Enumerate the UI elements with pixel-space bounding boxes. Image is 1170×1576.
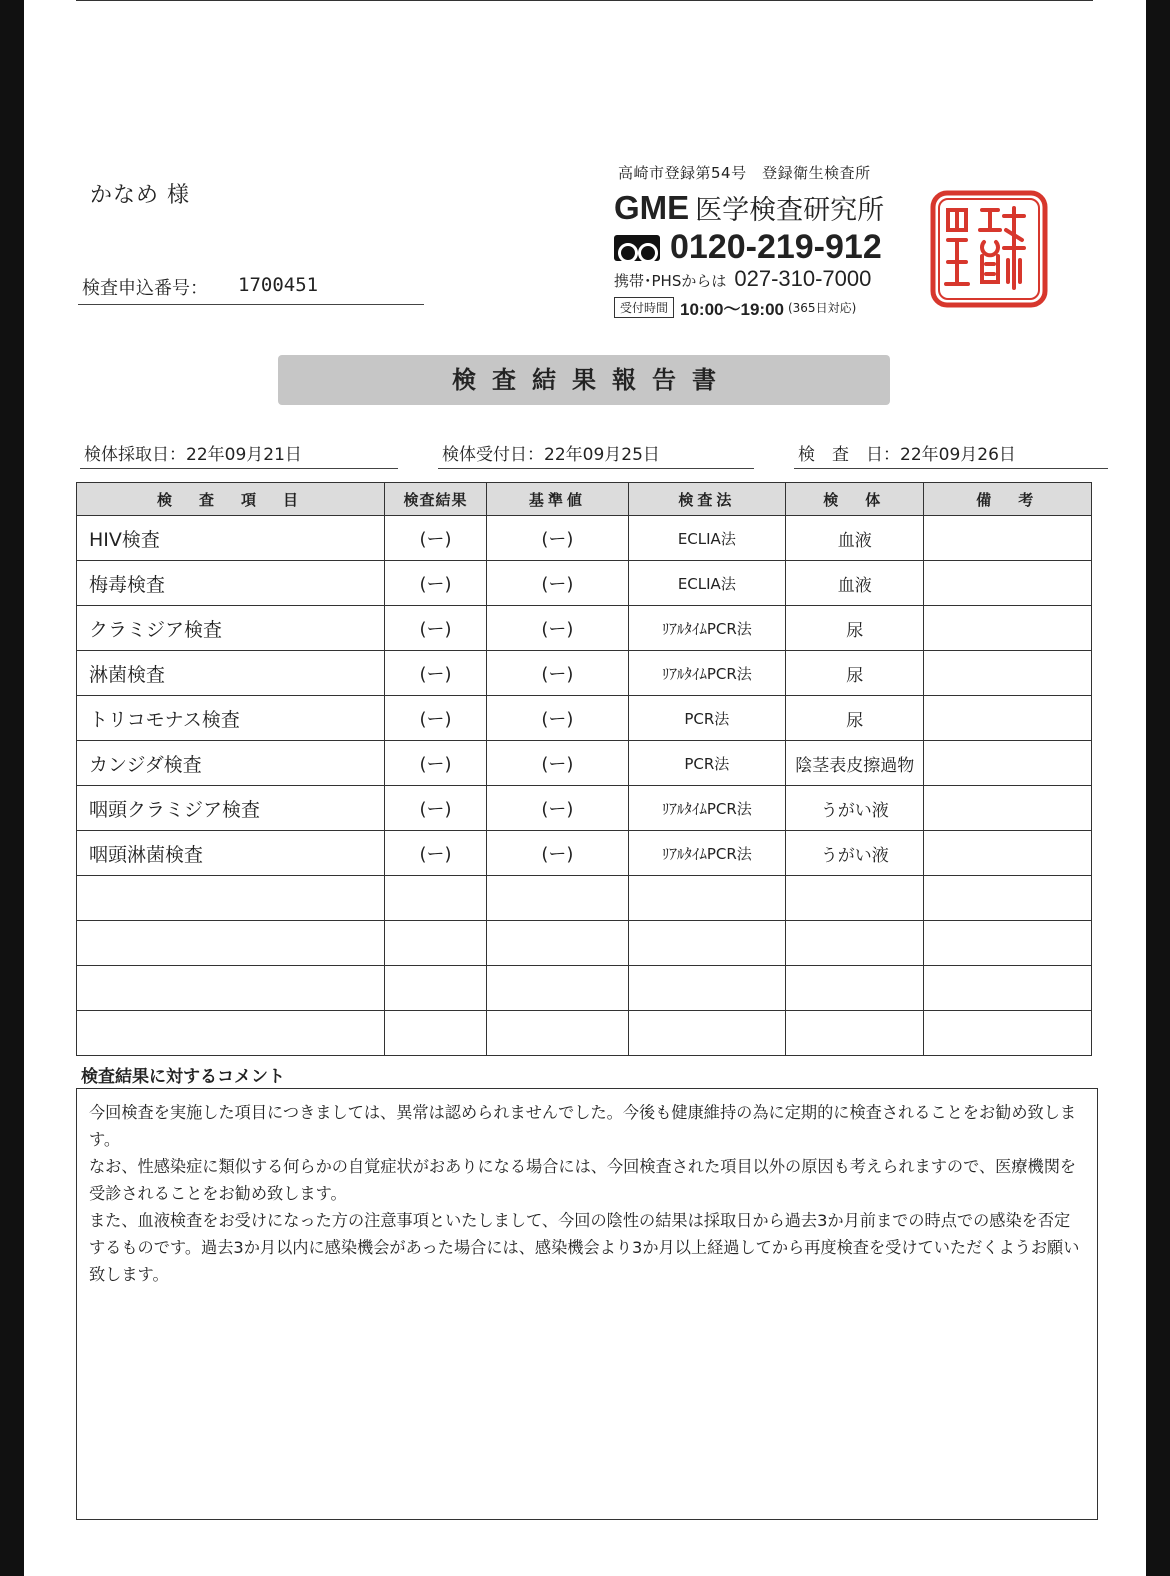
result-cell: (ー) xyxy=(384,741,486,786)
comment-box xyxy=(76,1088,1098,1520)
result-cell xyxy=(384,921,486,966)
test-item-cell: カンジダ検査 xyxy=(77,741,385,786)
test-item-cell: クラミジア検査 xyxy=(77,606,385,651)
specimen-cell: 尿 xyxy=(786,651,924,696)
lab-hours xyxy=(614,295,856,320)
specimen-cell: 血液 xyxy=(786,516,924,561)
result-cell xyxy=(384,1011,486,1056)
remarks-cell xyxy=(924,696,1092,741)
application-number-value: 1700451 xyxy=(238,274,319,296)
reference-cell: (ー) xyxy=(487,561,628,606)
comment-title: 検査結果に対するコメント xyxy=(81,1067,285,1087)
test-item-cell xyxy=(77,1011,385,1056)
collection-date-text: 検体採取日：22年09月21日 xyxy=(84,445,302,465)
remarks-cell xyxy=(924,966,1092,1011)
specimen-cell: うがい液 xyxy=(786,831,924,876)
table-row xyxy=(77,696,1092,741)
test-date-text: 検 査 日：22年09月26日 xyxy=(798,445,1016,465)
method-cell xyxy=(628,1011,785,1056)
test-item-cell: 淋菌検査 xyxy=(77,651,385,696)
table-row xyxy=(77,516,1092,561)
reference-cell: (ー) xyxy=(487,651,628,696)
specimen-cell xyxy=(786,966,924,1011)
lab-mobile-number: 027-310-7000 xyxy=(734,266,872,291)
method-cell: ﾘｱﾙﾀｲﾑPCR法 xyxy=(628,786,785,831)
received-date xyxy=(438,440,754,469)
free-dial-icon xyxy=(614,235,660,261)
lab-brand: GME xyxy=(614,189,690,226)
specimen-cell: 血液 xyxy=(786,561,924,606)
lab-name xyxy=(614,188,884,227)
method-cell: ﾘｱﾙﾀｲﾑPCR法 xyxy=(628,651,785,696)
method-cell: PCR法 xyxy=(628,741,785,786)
table-row xyxy=(77,1011,1092,1056)
result-cell: (ー) xyxy=(384,696,486,741)
specimen-cell: 尿 xyxy=(786,606,924,651)
test-item-cell: 梅毒検査 xyxy=(77,561,385,606)
method-cell xyxy=(628,876,785,921)
lab-mobile-label: 携帯･PHSからは xyxy=(614,272,727,290)
result-cell: (ー) xyxy=(384,831,486,876)
comment-paragraph: また、血液検査をお受けになった方の注意事項といたしまして、今回の陰性の結果は採取日から過去3か月前までの時点での感染を否定するものです。過去3か月以内に感染機会があった場合には、感染機会より3か月以上経過してから再度検査を受けていただくようお願い致します。 xyxy=(89,1211,1080,1284)
results-table xyxy=(76,482,1092,1056)
reference-cell: (ー) xyxy=(487,606,628,651)
lab-hours-note: (365日対応) xyxy=(787,301,857,315)
lab-name-text: 医学検査研究所 xyxy=(695,195,885,226)
top-rule xyxy=(76,0,1093,1)
table-row xyxy=(77,966,1092,1011)
recipient-name: かなめ 様 xyxy=(90,183,190,208)
test-item-cell: 咽頭淋菌検査 xyxy=(77,831,385,876)
specimen-cell xyxy=(786,1011,924,1056)
remarks-cell xyxy=(924,561,1092,606)
lab-mobile xyxy=(614,266,871,292)
result-cell xyxy=(384,966,486,1011)
test-item-cell: トリコモナス検査 xyxy=(77,696,385,741)
method-cell: ECLIA法 xyxy=(628,516,785,561)
reference-cell xyxy=(487,966,628,1011)
application-number-line xyxy=(78,274,424,305)
reference-cell xyxy=(487,921,628,966)
result-cell: (ー) xyxy=(384,516,486,561)
reference-cell: (ー) xyxy=(487,516,628,561)
test-item-cell xyxy=(77,876,385,921)
application-number-label: 検査申込番号： xyxy=(82,278,208,299)
table-header-row xyxy=(77,483,1092,516)
remarks-cell xyxy=(924,831,1092,876)
header-reference: 基準値 xyxy=(487,483,628,516)
collection-date xyxy=(80,440,398,469)
method-cell xyxy=(628,966,785,1011)
reference-cell: (ー) xyxy=(487,741,628,786)
table-row xyxy=(77,921,1092,966)
remarks-cell xyxy=(924,606,1092,651)
table-row xyxy=(77,831,1092,876)
header-item: 検 査 項 目 xyxy=(77,483,385,516)
test-item-cell: HIV検査 xyxy=(77,516,385,561)
method-cell: PCR法 xyxy=(628,696,785,741)
received-date-text: 検体受付日：22年09月25日 xyxy=(442,445,660,465)
result-cell: (ー) xyxy=(384,606,486,651)
reference-cell xyxy=(487,876,628,921)
specimen-cell: 陰茎表皮擦過物 xyxy=(786,741,924,786)
table-row xyxy=(77,651,1092,696)
header-method: 検査法 xyxy=(628,483,785,516)
table-row xyxy=(77,876,1092,921)
table-row xyxy=(77,606,1092,651)
remarks-cell xyxy=(924,741,1092,786)
result-cell: (ー) xyxy=(384,561,486,606)
table-row xyxy=(77,786,1092,831)
result-cell: (ー) xyxy=(384,786,486,831)
report-page xyxy=(24,0,1146,1576)
remarks-cell xyxy=(924,786,1092,831)
remarks-cell xyxy=(924,516,1092,561)
method-cell: ﾘｱﾙﾀｲﾑPCR法 xyxy=(628,831,785,876)
test-item-cell xyxy=(77,966,385,1011)
header-result: 検査結果 xyxy=(384,483,486,516)
specimen-cell xyxy=(786,876,924,921)
reference-cell: (ー) xyxy=(487,831,628,876)
lab-hours-time: 10:00〜19:00 xyxy=(680,300,784,319)
method-cell xyxy=(628,921,785,966)
report-title: 検査結果報告書 xyxy=(452,366,732,394)
specimen-cell xyxy=(786,921,924,966)
result-cell: (ー) xyxy=(384,651,486,696)
report-title-bar xyxy=(278,355,890,405)
lab-phone xyxy=(614,228,882,267)
table-row xyxy=(77,561,1092,606)
header-specimen: 検 体 xyxy=(786,483,924,516)
remarks-cell xyxy=(924,921,1092,966)
reference-cell: (ー) xyxy=(487,786,628,831)
test-date xyxy=(794,440,1108,469)
header-remarks: 備 考 xyxy=(924,483,1092,516)
comment-paragraph: なお、性感染症に類似する何らかの自覚症状がおありになる場合には、今回検査された項目以外の原因も考えられますので、医療機関を受診されることをお勧め致します。 xyxy=(89,1157,1077,1203)
lab-phone-number: 0120-219-912 xyxy=(670,228,882,266)
result-cell xyxy=(384,876,486,921)
specimen-cell: うがい液 xyxy=(786,786,924,831)
test-item-cell: 咽頭クラミジア検査 xyxy=(77,786,385,831)
company-seal-stamp xyxy=(930,190,1048,308)
test-item-cell xyxy=(77,921,385,966)
method-cell: ﾘｱﾙﾀｲﾑPCR法 xyxy=(628,606,785,651)
remarks-cell xyxy=(924,876,1092,921)
reference-cell: (ー) xyxy=(487,696,628,741)
reference-cell xyxy=(487,1011,628,1056)
table-row xyxy=(77,741,1092,786)
method-cell: ECLIA法 xyxy=(628,561,785,606)
lab-registration: 高崎市登録第54号 登録衛生検査所 xyxy=(618,164,871,182)
specimen-cell: 尿 xyxy=(786,696,924,741)
comment-paragraph: 今回検査を実施した項目につきましては、異常は認められませんでした。今後も健康維持の為に定期的に検査されることをお勧め致します。 xyxy=(89,1103,1077,1149)
remarks-cell xyxy=(924,1011,1092,1056)
remarks-cell xyxy=(924,651,1092,696)
lab-hours-label: 受付時間 xyxy=(614,297,674,318)
